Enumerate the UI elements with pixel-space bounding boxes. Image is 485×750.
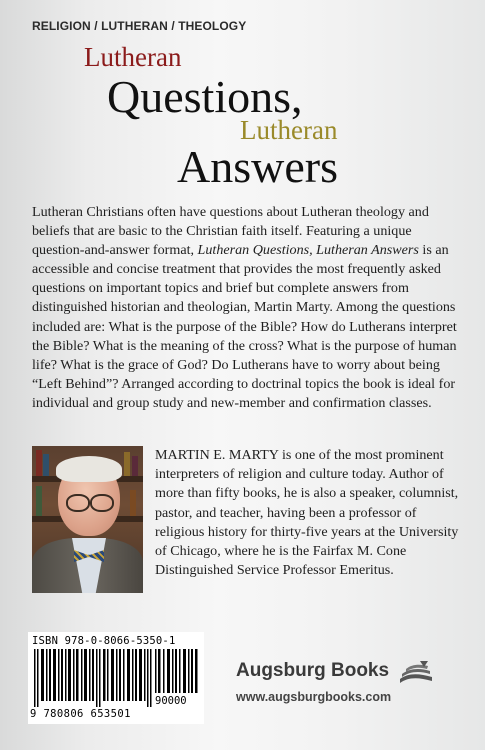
description-title-italic: Lutheran Questions, Lutheran Answers: [197, 242, 419, 259]
category-label: RELIGION / LUTHERAN / THEOLOGY: [32, 19, 247, 33]
title-word-lutheran-1: Lutheran: [84, 42, 182, 72]
publisher-logo-icon: [398, 659, 434, 685]
title-word-answers: Answers: [177, 141, 338, 192]
description-text-1: Lutheran Christians often have questions about Lutheran theology and beliefs that are basic to the Christian faith itself. Featuring a unique question-and-answer format,: [32, 204, 429, 259]
book-description: [32, 203, 460, 413]
barcode-icon: [28, 632, 204, 724]
barcode-bars: [34, 649, 200, 707]
author-bio: MARTIN E. MARTY is one of the most prominent interpreters of religion and culture today. Author of more than fifty books, he is also a speaker, columnist, pastor, and teacher, having been a professor of religious history for thirty-five years at the University of Chicago, where he is the Fairfax M. Cone Distinguished Service Professor Emeritus.: [155, 447, 459, 579]
publisher-name: Augsburg Books: [236, 660, 390, 681]
title-word-lutheran-2: Lutheran: [240, 115, 338, 145]
isbn-number: ISBN 978-0-8066-5350-1: [32, 635, 176, 647]
book-title: [0, 0, 485, 200]
author-photo: [32, 446, 143, 593]
title-word-questions: Questions,: [107, 71, 303, 122]
publisher-website: www.augsburgbooks.com: [236, 690, 392, 704]
price-code: 90000: [155, 695, 187, 707]
description-text-2: is an accessible and concise treatment that provides the most frequently asked questions on important topics and brief but complete answers from distinguished historian and theologian, Martin Marty. Among the questions included are: What is the purpose of the Bible? How do Lutherans interpret the Bible? What is the meaning of the cross? What is the purpose of human life? What is the grace of God? Do Lutherans have to worry about being “Left Behind”? Arranged according to doctrinal topics the book is ideal for individual and group study and new-member and confirmation classes.: [32, 242, 457, 411]
ean-number: 9 780806 653501: [30, 708, 131, 720]
